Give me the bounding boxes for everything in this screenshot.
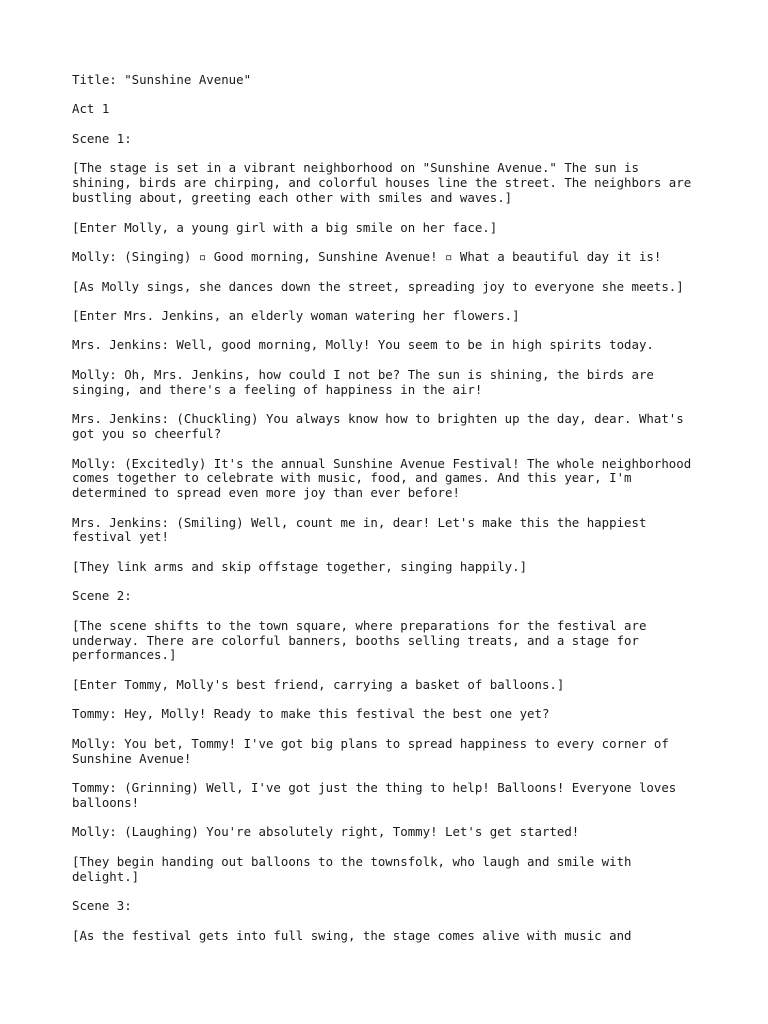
stage-direction: [The stage is set in a vibrant neighborhood on "Sunshine Avenue." The sun is shining, birds are chirping, and colorful houses line the street. The neighbors are bustling about, greeting each other with smiles and waves.] [72,160,692,206]
scene-heading: Scene 3: [72,898,132,914]
act-heading: Act 1 [72,101,110,117]
dialogue-line: Mrs. Jenkins: Well, good morning, Molly! You seem to be in high spirits today. [72,337,654,353]
dialogue-line: Molly: (Excitedly) It's the annual Sunshine Avenue Festival! The whole neighborhood comes together to celebrate with music, food, and games. And this year, I'm determined to spread even more joy than ever before! [72,455,692,501]
stage-direction: [Enter Mrs. Jenkins, an elderly woman watering her flowers.] [72,307,520,323]
stage-direction: [They begin handing out balloons to the townsfolk, who laugh and smile with delight.] [72,853,632,884]
dialogue-line: Mrs. Jenkins: (Chuckling) You always know how to brighten up the day, dear. What's got you so cheerful? [72,411,684,442]
stage-direction: [As Molly sings, she dances down the street, spreading joy to everyone she meets.] [72,278,684,294]
scene-heading: Scene 2: [72,588,132,604]
stage-direction: [The scene shifts to the town square, where preparations for the festival are underway. There are colorful banners, booths selling treats, and a stage for performances.] [72,617,647,663]
title-line: Title: "Sunshine Avenue" [72,72,252,87]
stage-direction: [They link arms and skip offstage together, singing happily.] [72,558,528,574]
dialogue-line: Molly: (Laughing) You're absolutely right, Tommy! Let's get started! [72,824,580,840]
stage-direction: [Enter Molly, a young girl with a big smile on her face.] [72,219,498,235]
script-text [72,73,712,958]
scene-heading: Scene 1: [72,130,132,146]
dialogue-line: Tommy: Hey, Molly! Ready to make this festival the best one yet? [72,706,550,722]
dialogue-line: Tommy: (Grinning) Well, I've got just the thing to help! Balloons! Everyone loves balloons! [72,780,677,810]
stage-direction: [Enter Tommy, Molly's best friend, carrying a basket of balloons.] [72,676,565,692]
dialogue-line: Molly: Oh, Mrs. Jenkins, how could I not be? The sun is shining, the birds are singing, and there's a feeling of happiness in the air! [72,366,654,397]
dialogue-line: Mrs. Jenkins: (Smiling) Well, count me in, dear! Let's make this the happiest festival yet! [72,514,647,545]
dialogue-line: Molly: (Singing) ▫ Good morning, Sunshine Avenue! ▫ What a beautiful day it is! [72,249,662,265]
dialogue-line: Molly: You bet, Tommy! I've got big plans to spread happiness to every corner of Sunshine Avenue! [72,735,669,766]
stage-direction: [As the festival gets into full swing, the stage comes alive with music and [72,927,632,943]
